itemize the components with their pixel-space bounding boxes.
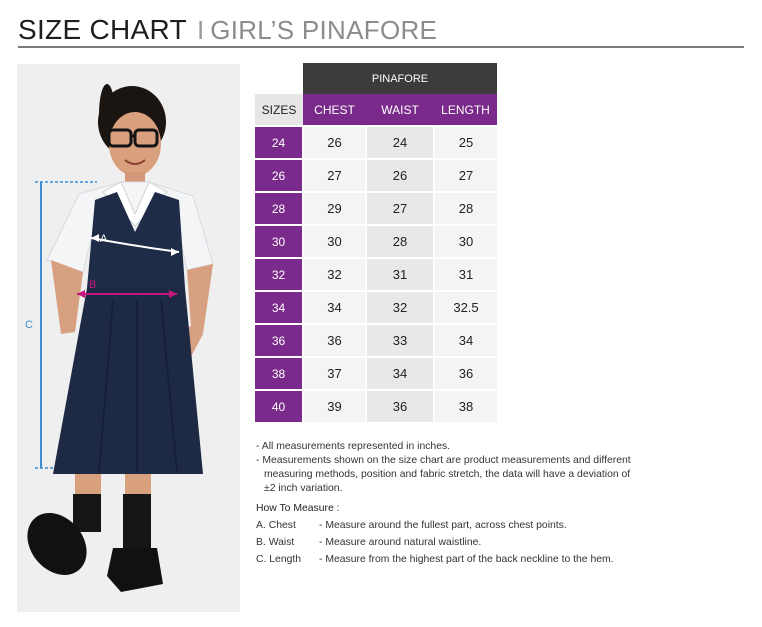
size-cell: 24 bbox=[255, 126, 303, 159]
page-title bbox=[18, 12, 437, 46]
size-cell: 28 bbox=[255, 192, 303, 225]
chest-cell: 30 bbox=[303, 225, 366, 258]
pinafore-header: PINAFORE bbox=[303, 63, 497, 94]
chest-cell: 29 bbox=[303, 192, 366, 225]
length-cell: 36 bbox=[434, 357, 497, 390]
title-divider bbox=[18, 46, 744, 48]
length-cell: 27 bbox=[434, 159, 497, 192]
waist-column-header: WAIST bbox=[366, 94, 434, 126]
chest-column-header: CHEST bbox=[303, 94, 366, 126]
note-inches: - All measurements represented in inches. bbox=[256, 441, 451, 452]
table-row bbox=[255, 357, 497, 390]
chest-cell: 36 bbox=[303, 324, 366, 357]
table-row bbox=[255, 192, 497, 225]
waist-cell: 27 bbox=[366, 192, 434, 225]
waist-cell: 34 bbox=[366, 357, 434, 390]
label-b: B bbox=[89, 279, 97, 291]
length-cell: 38 bbox=[434, 390, 497, 422]
table-row bbox=[255, 126, 497, 159]
header-blank-cell bbox=[255, 63, 303, 94]
length-cell: 28 bbox=[434, 192, 497, 225]
note-deviation-1: - Measurements shown on the size chart are product measurements and different bbox=[256, 455, 631, 466]
size-cell: 30 bbox=[255, 225, 303, 258]
label-a: A bbox=[100, 233, 108, 245]
model-photo bbox=[17, 64, 240, 612]
length-cell: 32.5 bbox=[434, 291, 497, 324]
how-to-length-key: C. Length bbox=[256, 554, 302, 565]
table-row bbox=[255, 390, 497, 422]
note-deviation-3: ±2 inch variation. bbox=[264, 483, 343, 494]
length-cell: 30 bbox=[434, 225, 497, 258]
how-to-chest-text: - Measure around the fullest part, across chest points. bbox=[319, 520, 567, 531]
table-row bbox=[255, 159, 497, 192]
measurement-notes bbox=[256, 440, 656, 496]
length-cell: 25 bbox=[434, 126, 497, 159]
how-to-chest bbox=[256, 520, 567, 531]
length-column-header: LENGTH bbox=[434, 94, 497, 126]
how-to-length bbox=[256, 554, 614, 565]
chest-cell: 27 bbox=[303, 159, 366, 192]
how-to-waist bbox=[256, 537, 481, 548]
waist-cell: 24 bbox=[366, 126, 434, 159]
length-cell: 31 bbox=[434, 258, 497, 291]
chest-cell: 32 bbox=[303, 258, 366, 291]
waist-cell: 33 bbox=[366, 324, 434, 357]
title-subtitle: GIRL’S PINAFORE bbox=[210, 15, 438, 45]
chest-cell: 34 bbox=[303, 291, 366, 324]
pinafore-illustration bbox=[17, 64, 240, 612]
label-c: C bbox=[25, 319, 33, 331]
size-cell: 40 bbox=[255, 390, 303, 422]
note-deviation-2: measuring methods, position and fabric stretch, the data will have a deviation of bbox=[264, 469, 631, 480]
waist-cell: 28 bbox=[366, 225, 434, 258]
size-cell: 34 bbox=[255, 291, 303, 324]
title-separator: I bbox=[196, 15, 205, 45]
table-row bbox=[255, 291, 497, 324]
how-to-measure-title: How To Measure : bbox=[256, 503, 340, 514]
sizes-column-header: SIZES bbox=[255, 94, 303, 126]
how-to-waist-text: - Measure around natural waistline. bbox=[319, 537, 482, 548]
waist-cell: 31 bbox=[366, 258, 434, 291]
table-row bbox=[255, 225, 497, 258]
size-chart-table bbox=[255, 63, 497, 422]
how-to-length-text: - Measure from the highest part of the back neckline to the hem. bbox=[319, 554, 614, 565]
size-cell: 36 bbox=[255, 324, 303, 357]
size-cell: 26 bbox=[255, 159, 303, 192]
how-to-chest-key: A. Chest bbox=[256, 520, 296, 531]
table-row bbox=[255, 324, 497, 357]
chest-cell: 26 bbox=[303, 126, 366, 159]
chest-cell: 39 bbox=[303, 390, 366, 422]
waist-cell: 26 bbox=[366, 159, 434, 192]
length-cell: 34 bbox=[434, 324, 497, 357]
title-main: SIZE CHART bbox=[18, 14, 187, 45]
chest-cell: 37 bbox=[303, 357, 366, 390]
size-cell: 32 bbox=[255, 258, 303, 291]
how-to-waist-key: B. Waist bbox=[256, 537, 295, 548]
size-cell: 38 bbox=[255, 357, 303, 390]
table-row bbox=[255, 258, 497, 291]
waist-cell: 32 bbox=[366, 291, 434, 324]
waist-cell: 36 bbox=[366, 390, 434, 422]
